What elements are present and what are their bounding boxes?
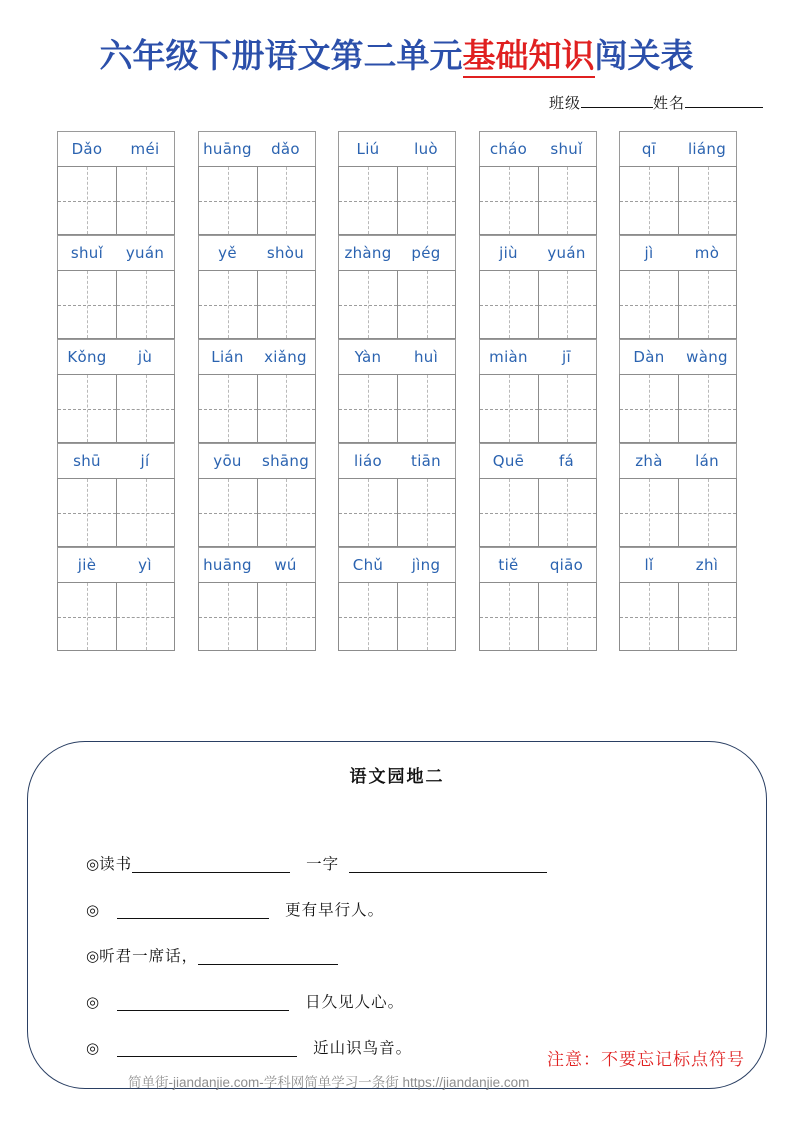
question-text-middle: 一字 [306, 856, 340, 873]
tianzige-cell[interactable] [339, 271, 397, 338]
class-blank[interactable] [581, 107, 653, 108]
word-block [479, 131, 597, 235]
tianzige-row[interactable] [198, 374, 316, 443]
tianzige-cell[interactable] [199, 375, 257, 442]
pinyin-row [479, 443, 597, 478]
tianzige-row[interactable] [57, 478, 175, 547]
pinyin-row [338, 235, 456, 270]
pinyin-row [619, 547, 737, 582]
question-row [86, 967, 726, 1013]
word-block [619, 339, 737, 443]
pinyin-syllable: mò [694, 244, 720, 262]
pinyin-row [619, 235, 737, 270]
word-block [479, 547, 597, 651]
pinyin-row [338, 443, 456, 478]
pinyin-syllable: zhì [695, 556, 719, 574]
tianzige-cell[interactable] [116, 167, 174, 234]
pinyin-syllable: shòu [266, 244, 305, 262]
tianzige-cell[interactable] [397, 375, 455, 442]
tianzige-cell[interactable] [199, 167, 257, 234]
tianzige-row[interactable] [198, 478, 316, 547]
answer-blank[interactable] [117, 1009, 289, 1011]
word-block [338, 547, 456, 651]
word-block [479, 235, 597, 339]
pinyin-row [619, 443, 737, 478]
word-block [619, 131, 737, 235]
pinyin-syllable: wú [274, 556, 297, 574]
tianzige-cell[interactable] [397, 167, 455, 234]
question-list [86, 829, 726, 1059]
tianzige-row[interactable] [619, 270, 737, 339]
pinyin-row [479, 131, 597, 166]
pinyin-syllable: yì [138, 556, 152, 574]
pinyin-syllable: Lián [211, 348, 244, 366]
pinyin-row [619, 131, 737, 166]
tianzige-row[interactable] [57, 166, 175, 235]
pinyin-syllable: jìng [411, 556, 441, 574]
tianzige-cell[interactable] [538, 375, 596, 442]
pinyin-syllable: Dàn [633, 348, 665, 366]
tianzige-row[interactable] [619, 478, 737, 547]
class-label: 班级 [548, 96, 581, 112]
yuwen-yuandi-panel [27, 741, 767, 1089]
pinyin-syllable: yōu [213, 452, 242, 470]
tianzige-cell[interactable] [257, 479, 315, 546]
word-block [57, 339, 175, 443]
tianzige-row[interactable] [619, 582, 737, 651]
grid-column [57, 131, 175, 651]
bullet-icon: ◎ [86, 995, 100, 1011]
tianzige-cell[interactable] [257, 271, 315, 338]
tianzige-cell[interactable] [58, 583, 116, 650]
tianzige-cell[interactable] [199, 479, 257, 546]
page-title-highlight: 基础知识 [463, 39, 595, 78]
pinyin-row [57, 339, 175, 374]
tianzige-cell[interactable] [620, 479, 678, 546]
tianzige-cell[interactable] [480, 479, 538, 546]
tianzige-cell[interactable] [199, 583, 257, 650]
tianzige-cell[interactable] [538, 271, 596, 338]
word-block [338, 339, 456, 443]
pinyin-row [479, 547, 597, 582]
tianzige-cell[interactable] [257, 583, 315, 650]
pinyin-syllable: lán [695, 452, 719, 470]
answer-blank[interactable] [117, 917, 269, 919]
tianzige-row[interactable] [479, 582, 597, 651]
tianzige-cell[interactable] [58, 167, 116, 234]
tianzige-cell[interactable] [58, 375, 116, 442]
tianzige-row[interactable] [57, 582, 175, 651]
bullet-icon: ◎ [86, 857, 100, 873]
tianzige-row[interactable] [338, 374, 456, 443]
tianzige-cell[interactable] [257, 167, 315, 234]
pinyin-row [198, 235, 316, 270]
word-block [57, 443, 175, 547]
tianzige-row[interactable] [338, 478, 456, 547]
reminder-note: 注意：不要忘记标点符号 [547, 1050, 745, 1069]
pinyin-syllable: yě [218, 244, 237, 262]
word-block [57, 547, 175, 651]
pinyin-syllable: yuán [547, 244, 586, 262]
pinyin-syllable: shuǐ [550, 140, 583, 158]
question-text-before: 读书 [99, 856, 133, 873]
pinyin-syllable: liáo [354, 452, 382, 470]
pinyin-syllable: jiù [499, 244, 518, 262]
pinyin-syllable: jī [562, 348, 571, 366]
student-info-line [549, 92, 763, 113]
pinyin-syllable: qiāo [549, 556, 584, 574]
pinyin-row [479, 339, 597, 374]
tianzige-cell[interactable] [116, 375, 174, 442]
tianzige-row[interactable] [338, 582, 456, 651]
tianzige-cell[interactable] [397, 271, 455, 338]
pinyin-row [57, 131, 175, 166]
pinyin-row [198, 339, 316, 374]
tianzige-cell[interactable] [116, 583, 174, 650]
pinyin-syllable: cháo [489, 140, 528, 158]
tianzige-row[interactable] [479, 270, 597, 339]
grid-column [338, 131, 456, 651]
tianzige-cell[interactable] [620, 271, 678, 338]
pinyin-syllable: jiè [77, 556, 97, 574]
tianzige-cell[interactable] [397, 583, 455, 650]
pinyin-syllable: shuǐ [70, 244, 104, 262]
tianzige-cell[interactable] [257, 375, 315, 442]
tianzige-row[interactable] [198, 166, 316, 235]
tianzige-cell[interactable] [620, 375, 678, 442]
pinyin-row [479, 235, 597, 270]
answer-blank[interactable] [117, 1055, 297, 1057]
tianzige-cell[interactable] [538, 479, 596, 546]
panel-title: 语文园地二 [349, 767, 445, 786]
word-block [57, 131, 175, 235]
pinyin-syllable: Chǔ [352, 556, 384, 574]
pinyin-syllable: jí [140, 452, 150, 470]
pinyin-syllable: wàng [686, 348, 728, 366]
pinyin-syllable: luò [414, 140, 438, 158]
question-text-before: 听君一席话， [99, 948, 199, 965]
pinyin-syllable: pég [411, 244, 441, 262]
tianzige-row[interactable] [479, 166, 597, 235]
pinyin-syllable: liáng [687, 140, 727, 158]
word-block [198, 235, 316, 339]
word-block [198, 339, 316, 443]
pinyin-syllable: Yàn [354, 348, 382, 366]
pinyin-syllable: miàn [489, 348, 528, 366]
word-block [479, 339, 597, 443]
pinyin-syllable: jì [644, 244, 654, 262]
pinyin-syllable: huāng [203, 140, 252, 158]
question-text-middle: 日久见人心。 [305, 994, 405, 1011]
tianzige-cell[interactable] [620, 583, 678, 650]
word-block [198, 547, 316, 651]
name-blank[interactable] [685, 107, 763, 108]
tianzige-cell[interactable] [480, 583, 538, 650]
word-block [57, 235, 175, 339]
word-block [198, 131, 316, 235]
pinyin-syllable: méi [130, 140, 160, 158]
tianzige-cell[interactable] [339, 375, 397, 442]
question-row [86, 921, 726, 967]
pinyin-syllable: Quē [492, 452, 525, 470]
answer-blank[interactable] [132, 871, 290, 873]
pinyin-syllable: huì [413, 348, 439, 366]
pinyin-row [338, 339, 456, 374]
tianzige-cell[interactable] [678, 271, 736, 338]
tianzige-cell[interactable] [116, 271, 174, 338]
grid-column [479, 131, 597, 651]
tianzige-cell[interactable] [58, 271, 116, 338]
pinyin-syllable: fá [558, 452, 575, 470]
tianzige-row[interactable] [619, 166, 737, 235]
tianzige-cell[interactable] [339, 583, 397, 650]
word-block [619, 443, 737, 547]
tianzige-row[interactable] [338, 166, 456, 235]
word-block [338, 131, 456, 235]
tianzige-row[interactable] [619, 374, 737, 443]
question-text-middle: 近山识鸟音。 [313, 1040, 413, 1057]
word-block [338, 443, 456, 547]
bullet-icon: ◎ [86, 1041, 100, 1057]
pinyin-syllable: Liú [356, 140, 380, 158]
watermark-text: 简单街-jiandanjie.com-学科网简单学习一条街 https://jiandanjie.com [128, 1075, 530, 1090]
pinyin-syllable: qī [641, 140, 657, 158]
pinyin-syllable: shāng [261, 452, 310, 470]
word-block [619, 547, 737, 651]
tianzige-cell[interactable] [538, 167, 596, 234]
pinyin-row [57, 443, 175, 478]
pinyin-syllable: dǎo [271, 140, 300, 158]
pinyin-syllable: Dǎo [71, 140, 103, 158]
tianzige-cell[interactable] [678, 479, 736, 546]
pinyin-syllable: shū [73, 452, 101, 470]
pinyin-syllable: jù [137, 348, 153, 366]
pinyin-syllable: xiǎng [264, 348, 307, 366]
tianzige-cell[interactable] [678, 583, 736, 650]
pinyin-syllable: zhà [635, 452, 663, 470]
pinyin-row [198, 547, 316, 582]
tianzige-cell[interactable] [620, 167, 678, 234]
pinyin-row [57, 547, 175, 582]
tianzige-cell[interactable] [538, 583, 596, 650]
page-title-part2: 闯关表 [594, 39, 694, 75]
answer-blank[interactable] [198, 963, 338, 965]
page-title-part1: 六年级下册语文第二单元 [99, 39, 463, 75]
question-row [86, 875, 726, 921]
tianzige-cell[interactable] [339, 479, 397, 546]
pinyin-syllable: zhàng [344, 244, 392, 262]
word-block [338, 235, 456, 339]
grid-column [619, 131, 737, 651]
tianzige-cell[interactable] [678, 167, 736, 234]
grid-column [198, 131, 316, 651]
tianzige-cell[interactable] [397, 479, 455, 546]
pinyin-syllable: tiě [498, 556, 519, 574]
tianzige-row[interactable] [479, 478, 597, 547]
pinyin-syllable: tiān [411, 452, 441, 470]
tianzige-cell[interactable] [480, 271, 538, 338]
tianzige-cell[interactable] [58, 479, 116, 546]
word-block [198, 443, 316, 547]
tianzige-cell[interactable] [678, 375, 736, 442]
tianzige-cell[interactable] [480, 375, 538, 442]
tianzige-row[interactable] [479, 374, 597, 443]
answer-blank[interactable] [349, 871, 547, 873]
tianzige-cell[interactable] [339, 167, 397, 234]
pinyin-syllable: yuán [125, 244, 165, 262]
tianzige-row[interactable] [338, 270, 456, 339]
tianzige-cell[interactable] [199, 271, 257, 338]
pinyin-row [338, 547, 456, 582]
question-text-middle: 更有早行人。 [285, 902, 385, 919]
tianzige-cell[interactable] [116, 479, 174, 546]
tianzige-row[interactable] [57, 374, 175, 443]
bullet-icon: ◎ [86, 903, 100, 919]
word-block [619, 235, 737, 339]
pinyin-row [198, 443, 316, 478]
pinyin-syllable: Kǒng [67, 348, 107, 366]
name-label: 姓名 [652, 96, 685, 112]
pinyin-row [619, 339, 737, 374]
tianzige-row[interactable] [57, 270, 175, 339]
pinyin-row [57, 235, 175, 270]
pinyin-row [198, 131, 316, 166]
question-row [86, 829, 726, 875]
tianzige-row[interactable] [198, 270, 316, 339]
bullet-icon: ◎ [86, 949, 100, 965]
pinyin-syllable: huāng [203, 556, 252, 574]
tianzige-cell[interactable] [480, 167, 538, 234]
pinyin-row [338, 131, 456, 166]
pinyin-writing-grid [57, 131, 737, 651]
word-block [479, 443, 597, 547]
page-title [0, 30, 793, 77]
pinyin-syllable: lǐ [644, 556, 654, 574]
tianzige-row[interactable] [198, 582, 316, 651]
